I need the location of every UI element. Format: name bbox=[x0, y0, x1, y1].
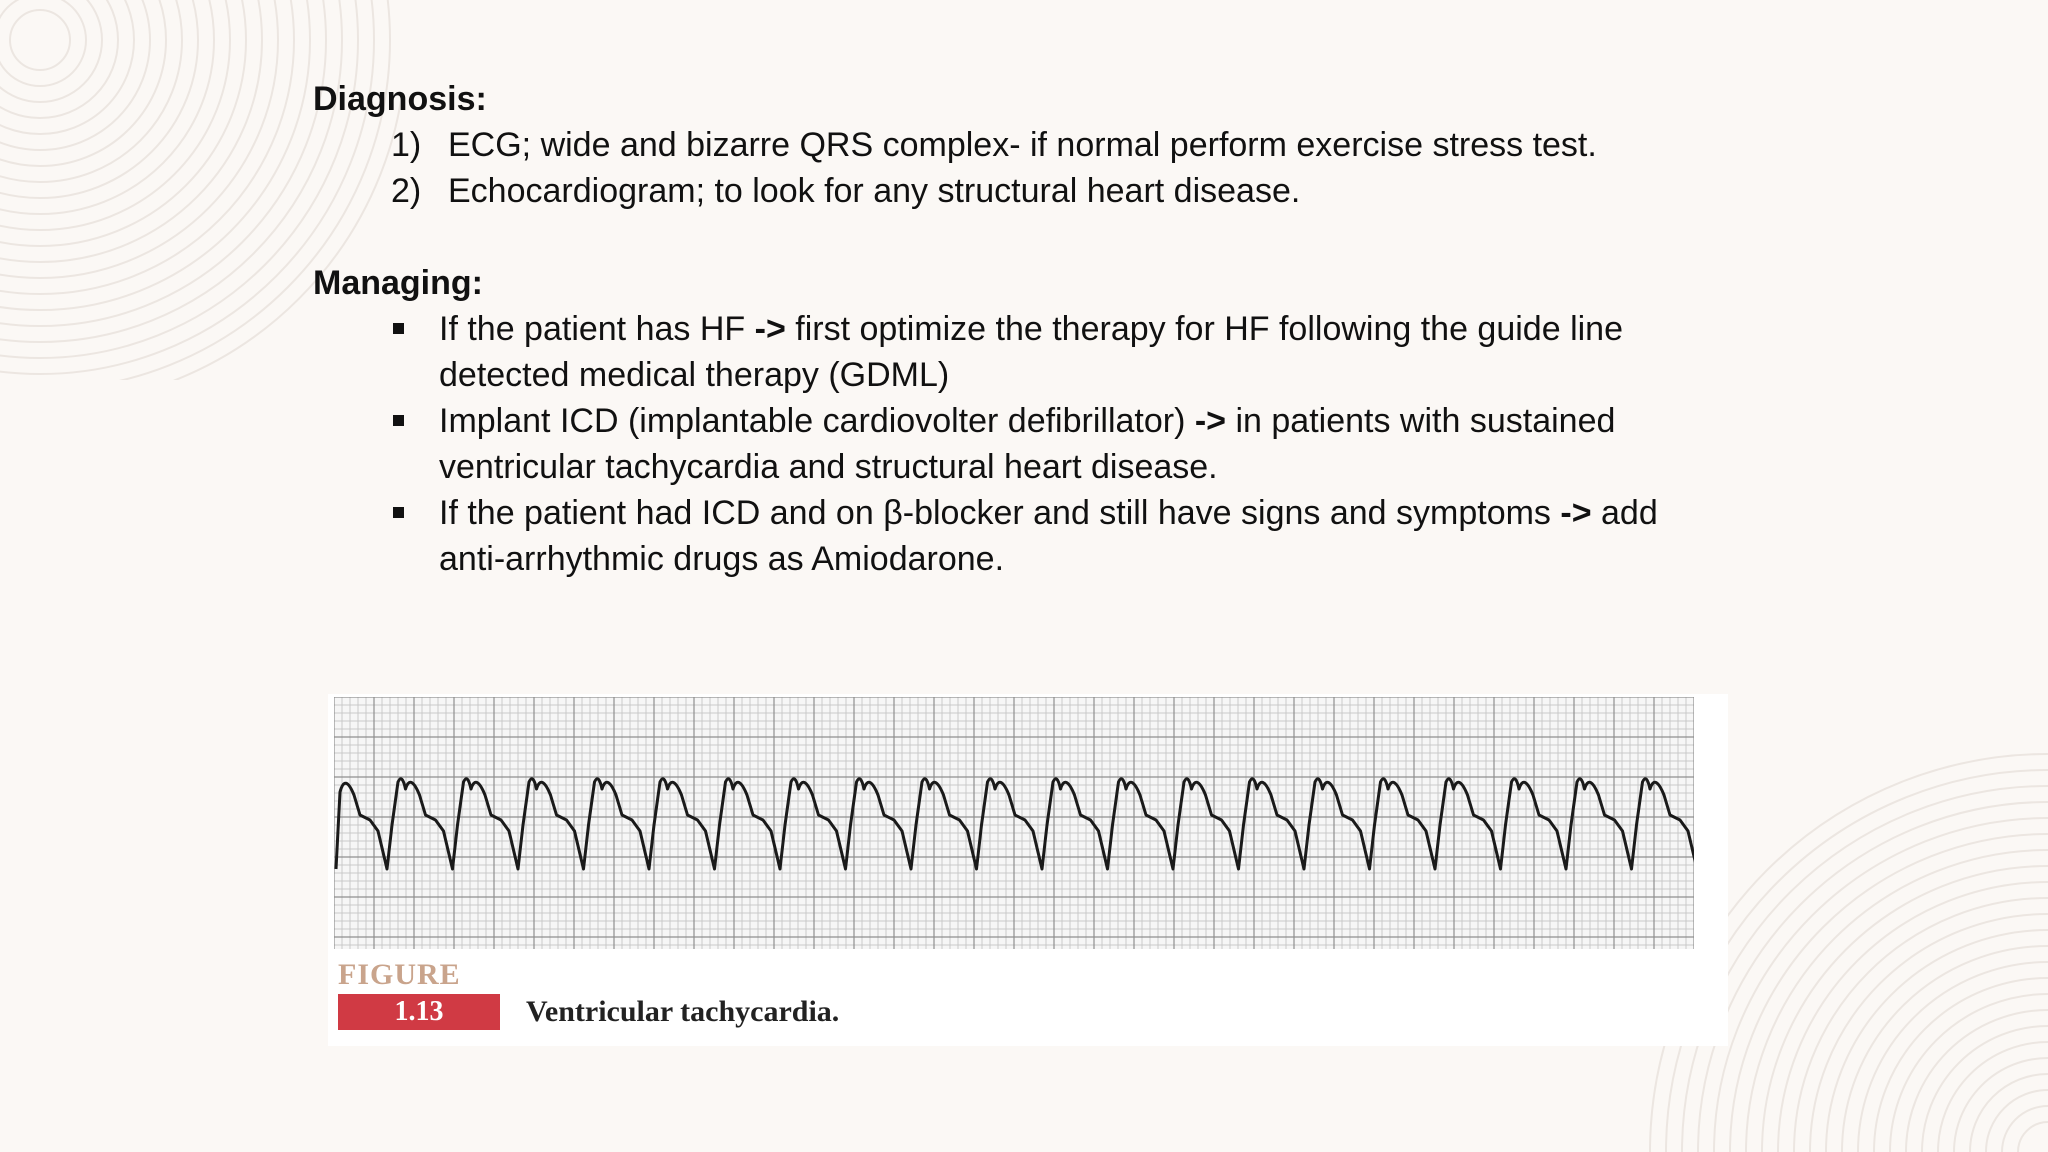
square-bullet-icon bbox=[393, 415, 404, 426]
slide-content bbox=[313, 76, 1773, 582]
managing-item bbox=[313, 398, 1679, 490]
ecg-trace-image bbox=[334, 697, 1694, 949]
arrow-text: -> bbox=[754, 310, 786, 348]
figure-number-badge bbox=[338, 994, 500, 1030]
managing-item-text: first optimize the therapy for HF following the guide line detected medical therapy (GDML) bbox=[439, 310, 1623, 394]
diagnosis-item bbox=[313, 168, 1773, 214]
diagnosis-heading: Diagnosis: bbox=[313, 80, 487, 118]
managing-list bbox=[313, 306, 1773, 582]
diagnosis-item-text: ECG; wide and bizarre QRS complex- if normal perform exercise stress test. bbox=[448, 126, 1597, 164]
ecg-waveform bbox=[336, 779, 1694, 869]
arrow-text: -> bbox=[1560, 494, 1592, 532]
managing-item-text: Implant ICD (implantable cardiovolter defibrillator) bbox=[439, 402, 1195, 440]
square-bullet-icon bbox=[393, 507, 404, 518]
arrow-text: -> bbox=[1194, 402, 1227, 440]
ecg-strip bbox=[334, 697, 1694, 949]
list-number: 2) bbox=[391, 172, 422, 210]
managing-item-text: in patients with sustained ventricular tachycardia and structural heart disease. bbox=[439, 402, 1616, 486]
managing-item-text: add anti-arrhythmic drugs as Amiodarone. bbox=[439, 494, 1658, 578]
figure-caption: Ventricular tachycardia. bbox=[526, 995, 840, 1028]
diagnosis-list bbox=[313, 122, 1773, 214]
managing-item bbox=[313, 306, 1679, 398]
managing-item bbox=[313, 490, 1679, 582]
list-number: 1) bbox=[391, 126, 422, 164]
managing-item-text: If the patient had ICD and on β-blocker and still have signs and symptoms bbox=[439, 494, 1561, 532]
figure-label: FIGURE bbox=[338, 958, 461, 991]
managing-heading: Managing: bbox=[313, 264, 483, 302]
managing-item-text: If the patient has HF bbox=[439, 310, 755, 348]
diagnosis-item bbox=[313, 122, 1773, 168]
ecg-figure bbox=[328, 694, 1728, 1046]
figure-number: 1.13 bbox=[394, 996, 444, 1027]
square-bullet-icon bbox=[393, 323, 404, 334]
diagnosis-item-text: Echocardiogram; to look for any structural heart disease. bbox=[448, 172, 1301, 210]
